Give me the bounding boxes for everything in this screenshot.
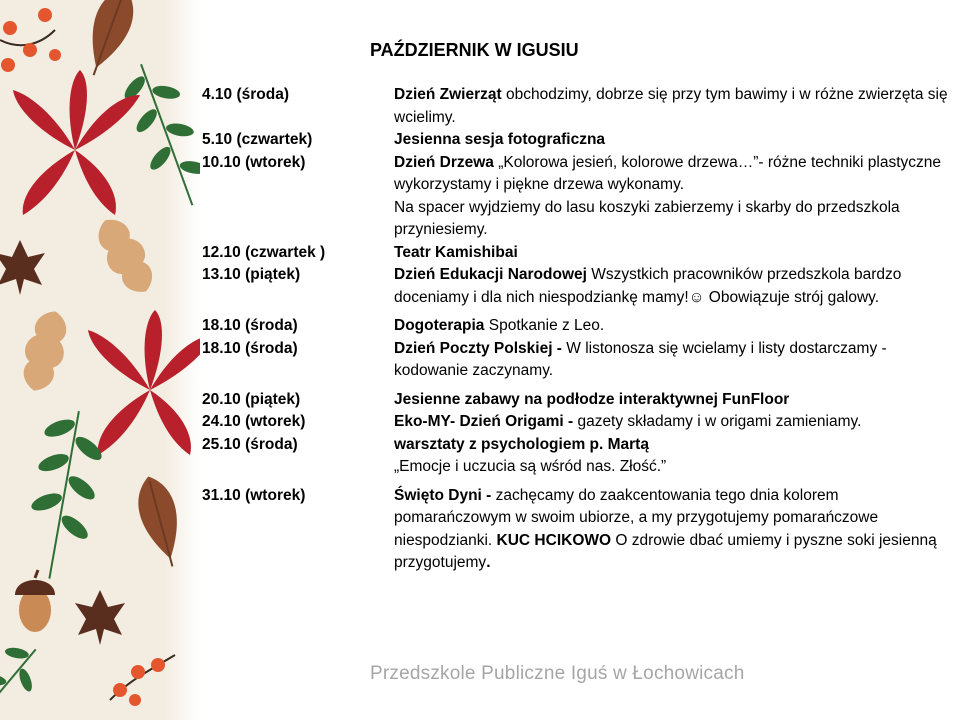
- schedule-entry: [202, 84, 952, 129]
- entry-text: obchodzimy, dobrze się przy tym bawimy i w różne zwierzęta się wcielimy.: [394, 86, 948, 126]
- entry-title: Teatr Kamishibai: [394, 243, 518, 261]
- entry-description: [394, 411, 952, 434]
- entry-description: [394, 152, 952, 242]
- schedule-entry: [202, 264, 952, 309]
- entry-date: 25.10 (środa): [202, 435, 298, 453]
- entry-date: 31.10 (wtorek): [202, 486, 306, 504]
- entry-title: Jesienne zabawy na podłodze interaktywnej FunFloor: [394, 390, 790, 408]
- entry-title: Dzień Drzewa: [394, 153, 494, 171]
- entry-date: 12.10 (czwartek ): [202, 243, 326, 261]
- schedule-entry: [202, 315, 952, 338]
- entry-title: Święto Dyni -: [394, 486, 492, 504]
- schedule-entry: [202, 411, 952, 434]
- schedule-entry: [202, 485, 952, 575]
- entry-description: [394, 485, 952, 575]
- entry-title: Jesienna sesja fotograficzna: [394, 131, 606, 148]
- entry-description: [394, 338, 952, 383]
- entry-description: [394, 434, 952, 479]
- entry-text: W listonosza się wcielamy i listy dostarczamy - kodowanie zaczynamy.: [394, 339, 887, 379]
- entry-date: 5.10 (czwartek): [202, 131, 313, 148]
- entry-description: [394, 129, 952, 152]
- entry-highlight: KUC HCIKOWO: [496, 531, 612, 549]
- schedule-entry: [202, 338, 952, 383]
- schedule-list: [202, 84, 952, 575]
- entry-description: [394, 264, 952, 309]
- autumn-leaves-decoration: [0, 0, 200, 720]
- schedule-entry: [202, 129, 952, 152]
- entry-description: [394, 84, 952, 129]
- entry-extra-text: Na spacer wyjdziemy do lasu koszyki zabierzemy i skarby do przedszkola przyniesiemy.: [394, 198, 900, 238]
- entry-text: zachęcamy do zaakcentowania tego dnia kolorem pomarańczowym w swoim ubiorze, a my przygotujemy pomarańczowe niespodzianki.: [394, 486, 879, 549]
- entry-date: 20.10 (piątek): [202, 390, 301, 408]
- entry-date: 4.10 (środa): [202, 86, 290, 103]
- entry-date: 24.10 (wtorek): [202, 413, 306, 430]
- entry-description: [394, 389, 952, 412]
- entry-text: gazety składamy i w origami zamieniamy.: [573, 413, 862, 430]
- footer-school-name: Przedszkole Publiczne Iguś w Łochowicach: [370, 663, 745, 684]
- entry-date: 18.10 (środa): [202, 317, 298, 334]
- entry-description: [394, 315, 952, 338]
- entry-date: 10.10 (wtorek): [202, 153, 306, 171]
- schedule-entry: [202, 242, 952, 265]
- entry-extra-text: „Emocje i uczucia są wśród nas. Złość.”: [394, 458, 667, 475]
- schedule-entry: [202, 434, 952, 479]
- schedule-entry: [202, 389, 952, 412]
- entry-title: Dogoterapia: [394, 317, 485, 334]
- schedule-entry: [202, 152, 952, 242]
- entry-date: 18.10 (środa): [202, 339, 298, 357]
- page-title: PAŹDZIERNIK W IGUSIU: [370, 40, 579, 60]
- entry-text: Spotkanie z Leo.: [484, 317, 605, 334]
- entry-end-mark: .: [486, 554, 491, 571]
- entry-date: 13.10 (piątek): [202, 266, 301, 283]
- entry-title: Eko-MY- Dzień Origami -: [394, 413, 574, 430]
- entry-title: Dzień Edukacji Narodowej: [394, 266, 587, 283]
- entry-text: O zdrowie dbać umiemy i pyszne soki jesienną przygotujemy: [394, 531, 937, 571]
- entry-title: Dzień Poczty Polskiej -: [394, 339, 562, 357]
- entry-title: Dzień Zwierząt: [394, 86, 502, 103]
- entry-description: [394, 242, 952, 265]
- entry-text: Wszystkich pracowników przedszkola bardzo doceniamy i dla nich niespodziankę mamy!☺ Obowiązuje strój galowy.: [394, 266, 902, 306]
- entry-text: „Kolorowa jesień, kolorowe drzewa…”- różne techniki plastyczne wykorzystamy i piękne drzewa wykonamy.: [394, 153, 942, 193]
- entry-title: warsztaty z psychologiem p. Martą: [394, 435, 649, 453]
